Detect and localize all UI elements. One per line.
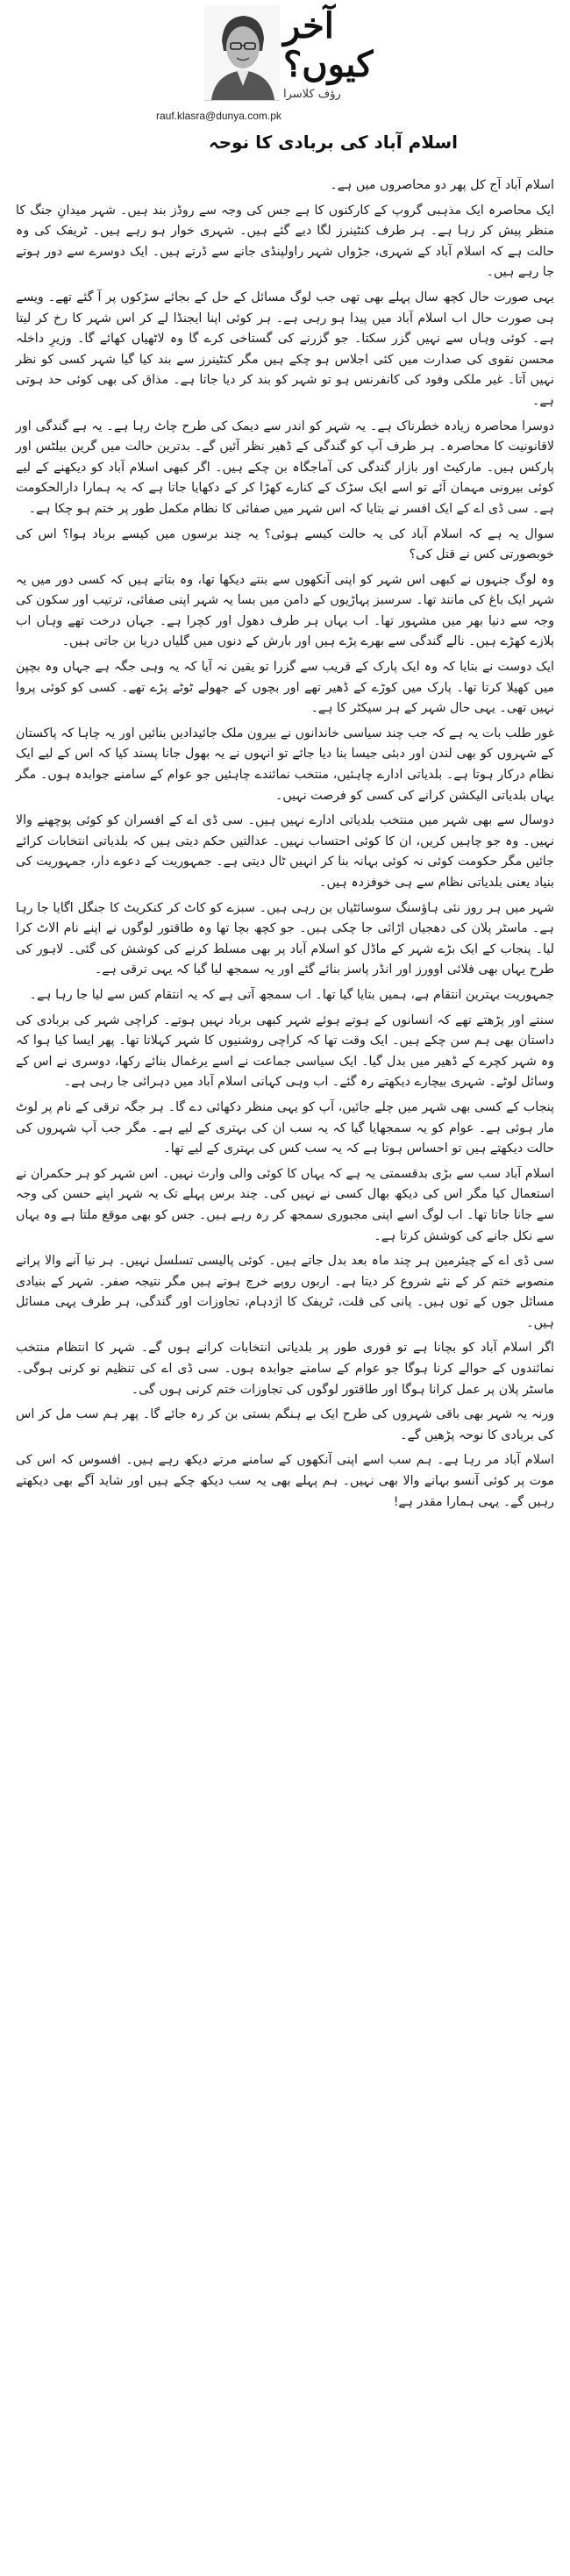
paragraph: جمہوریت بہترین انتقام ہے، ہمیں بتایا گیا تھا۔ اب سمجھ آتی ہے کہ یہ انتقام کس سے لیا جا رہا ہے۔	[29, 987, 554, 1002]
paragraph: اسلام آباد آج کل پھر دو محاصروں میں ہے۔	[330, 178, 554, 192]
paragraph: پنجاب کے کسی بھی شہر میں چلے جائیں، آپ کو یہی منظر دکھائی دے گا۔ ہر جگہ ترقی کے نام پر لوٹ مار ہوئی ہے۔ عوام کو یہ سمجھایا گیا کہ یہ سب ان کی بہتری کے لیے ہے۔ مگر جب آپ شہروں کی حالت دیکھتے ہیں تو احساس ہوتا ہے کہ یہ سب کس کی بہتری کے لیے تھا۔	[16, 1099, 554, 1156]
paragraph: ورنہ یہ شہر بھی باقی شہروں کی طرح ایک بے ہنگم بستی بن کر رہ جائے گا۔ پھر ہم سب مل کر اس کی بربادی کا نوحہ پڑھیں گے۔	[16, 1407, 554, 1442]
column-header	[16, 0, 554, 154]
column-brand	[283, 7, 415, 101]
column-name: آخر کیوں؟	[283, 5, 374, 85]
paragraph: ایک محاصرہ ایک مذہبی گروپ کے کارکنوں کا ہے جس کی وجہ سے روڈز بند ہیں۔ شہر میدانِ جنگ کا منظر پیش کر رہا ہے۔ ہر طرف کنٹینرز لگا دیے گئے ہیں۔ شہری خوار ہو رہے ہیں۔ ٹریفک کی وہ حالت ہے کہ اسلام آباد کے شہری، جڑواں شہر راولپنڈی جانے سے ڈرتے ہیں۔ ایک دوسرے سے دور ہوتے جا رہے ہیں۔	[16, 203, 554, 280]
paragraph: ایک دوست نے بتایا کہ وہ ایک پارک کے قریب سے گزرا تو یقین نہ آیا کہ یہ وہی جگہ ہے جہاں وہ بچپن میں کھیلا کرتا تھا۔ پارک میں کوڑے کے ڈھیر تھے اور بچوں کے جھولے ٹوٹے پڑے تھے۔ کسی کو کوئی پروا نہیں تھی۔ یہی حال شہر کے ہر سیکٹر کا ہے۔	[16, 660, 554, 716]
paragraph: یہی صورت حال کچھ سال پہلے بھی تھی جب لوگ مسائل کے حل کے بجائے سڑکوں پر آ گئے تھے۔ ویسے ہی صورت حال اب اسلام آباد میں پیدا ہو رہی ہے۔ ہر کوئی اپنا ایجنڈا لے کر اس شہر کا رخ کر لیتا ہے۔ کوئی وہاں سے نہیں گزر سکتا۔ جو گزرنے کی گستاخی کرے گا وہ لاٹھیاں کھائے گا۔ وزیرِ داخلہ محسن نقوی کی صدارت میں کئی اجلاس ہو چکے ہیں مگر کنٹینرز سے بند کیا گیا شہر کسی کو نظر نہیں آتا۔ غیر ملکی وفود کی کانفرنس ہو تو شہر کو بند کر دیا جاتا ہے۔ مذاق کی بھی کوئی حد ہوتی ہے۔	[16, 290, 554, 408]
paragraph: اسلام آباد مر رہا ہے۔ ہم سب اسے اپنی آنکھوں کے سامنے مرتے دیکھ رہے ہیں۔ افسوس کہ اس کی موت پر کوئی آنسو بہانے والا بھی نہیں۔ ہم پہلے بھی یہ سب دیکھ چکے ہیں اور شاید آگے بھی دیکھتے رہیں گے۔ یہی ہمارا مقدر ہے!	[16, 1453, 554, 1509]
paragraph: شہر میں ہر روز نئی ہاؤسنگ سوسائٹیاں بن رہی ہیں۔ سبزے کو کاٹ کر کنکریٹ کا جنگل اگایا جا رہا ہے۔ ماسٹر پلان کی دھجیاں اڑائی جا چکی ہیں۔ جو کچھ بچا تھا وہ طاقتور لوگوں نے اپنے نام الاٹ کرا لیا۔ پنجاب کے ایک بڑے شہر کے ماڈل کو اسلام آباد پر بھی مسلط کرنے کی کوشش کی گئی۔ لاہور کی طرح یہاں بھی فلائی اوورز اور انڈر پاسز بنائے گئے اور یہ سمجھ لیا گیا کہ یہی ترقی ہے۔	[16, 900, 554, 977]
author-name: رؤف کلاسرا	[283, 88, 341, 101]
paragraph: اگر اسلام آباد کو بچانا ہے تو فوری طور پر بلدیاتی انتخابات کرانے ہوں گے۔ شہر کا انتظام منتخب نمائندوں کے حوالے کرنا ہوگا جو عوام کے سامنے جوابدہ ہوں۔ سی ڈی اے کی تنظیم نو کرنی ہوگی۔ ماسٹر پلان پر عمل کرانا ہوگا اور طاقتور لوگوں کی تجاوزات ختم کرنی ہوں گی۔	[16, 1341, 554, 1397]
paragraph: وہ لوگ جنہوں نے کبھی اس شہر کو اپنی آنکھوں سے بنتے دیکھا تھا، وہ بتاتے ہیں کہ کسی دور میں یہ شہر ایک باغ کی مانند تھا۔ سرسبز پہاڑیوں کے دامن میں بسا یہ شہر اپنی صفائی، ترتیب اور سکون کی وجہ سے دنیا بھر میں مشہور تھا۔ اب یہاں ہر طرف دھول اور کچرا ہے۔ جہاں درخت تھے وہاں اب پلازے کھڑے ہیں۔ نالے گندگی سے بھرے پڑے ہیں اور بارش کے دنوں میں گلیاں دریا بن جاتی ہیں۔	[16, 572, 554, 649]
author-photo	[204, 5, 280, 101]
paragraph: غور طلب بات یہ ہے کہ جب چند سیاسی خاندانوں نے بیرون ملک جائیدادیں بنائیں اور یہ چاہا کہ پاکستان کے شہروں کو بھی لندن اور دبئی جیسا بنا دیا جائے تو انہوں نے یہ بھول جانا پسند کیا کہ اس کے لیے ایک نظام درکار ہوتا ہے۔ بلدیاتی ادارے چاہئیں، منتخب نمائندے چاہئیں جو عوام کے سامنے جوابدہ ہوں۔ مگر یہاں بلدیاتی الیکشن کرانے کی کسی کو فرصت نہیں۔	[16, 726, 554, 803]
paragraph: سوال یہ ہے کہ اسلام آباد کی یہ حالت کیسے ہوئی؟ یہ چند برسوں میں کیسے برباد ہوا؟ اس کی خوبصورتی کس نے قتل کی؟	[16, 526, 554, 562]
paragraph: دوسرا محاصرہ زیادہ خطرناک ہے۔ یہ شہر کو اندر سے دیمک کی طرح چاٹ رہا ہے۔ یہ ہے گندگی اور لاقانونیت کا محاصرہ۔ ہر طرف آپ کو گندگی کے ڈھیر نظر آئیں گے۔ بدترین حالت میں گرین بیلٹس اور پارکس ہیں۔ مارکیٹ اور بازار گندگی کی آماجگاہ بن چکے ہیں۔ اگر کبھی اسلام آباد کو دیکھنے کے لیے کوئی بیرونی مہمان آئے تو اسے ایک سڑک کے کنارے کھڑا کر کے دکھایا جاتا ہے کہ یہ ہمارا دارالحکومت ہے۔ سی ڈی اے کے ایک افسر نے بتایا کہ اس شہر میں صفائی کا نظام مکمل طور پر ختم ہو چکا ہے۔	[16, 419, 554, 516]
paragraph: اسلام آباد سب سے بڑی بدقسمتی یہ ہے کہ یہاں کا کوئی والی وارث نہیں۔ اس شہر کو ہر حکمران نے استعمال کیا مگر اس کی دیکھ بھال کسی نے نہیں کی۔ چند برس پہلے تک یہ شہر اپنے حسن کی وجہ سے جانا جاتا تھا۔ اب لوگ اسے اپنی مجبوری سمجھ کر رہ رہے ہیں۔ جس کو بھی موقع ملتا ہے وہ یہاں سے نکل جانے کی کوشش کرتا ہے۔	[16, 1166, 554, 1243]
author-portrait-icon	[204, 5, 280, 100]
paragraph: سنتے اور پڑھتے تھے کہ انسانوں کے ہوتے ہوئے شہر کبھی برباد نہیں ہوتے۔ کراچی شہر کی بربادی کی داستان بھی ہم سن چکے ہیں۔ ایک وقت تھا کہ کراچی روشنیوں کا شہر کہلاتا تھا۔ پھر ایسا کیا ہوا کہ وہ شہر کچرے کے ڈھیر میں بدل گیا۔ ایک سیاسی جماعت نے اسے یرغمال بنائے رکھا، دوسری نے اس کے وسائل لوٹے۔ شہری بیچارے دیکھتے رہ گئے۔ اب وہی کہانی اسلام آباد میں دہرائی جا رہی ہے۔	[16, 1013, 554, 1090]
article-body	[16, 175, 554, 2571]
paragraph: دوسال سے بھی شہر میں منتخب بلدیاتی ادارے نہیں ہیں۔ سی ڈی اے کے افسران کو کوئی پوچھنے والا نہیں۔ وہ جو چاہیں کریں، ان کا کوئی احتساب نہیں۔ عدالتیں حکم دیتی ہیں کہ بلدیاتی انتخابات کرائے جائیں مگر حکومت کوئی نہ کوئی بہانہ بنا کر انہیں ٹال دیتی ہے۔ جمہوریت کے دعوے دار، جمہوریت کی بنیاد یعنی بلدیاتی نظام سے ہی خوفزدہ ہیں۔	[16, 813, 554, 890]
paragraph: سی ڈی اے کے چیئرمین ہر چند ماہ بعد بدل جاتے ہیں۔ کوئی پالیسی تسلسل نہیں۔ ہر نیا آنے والا پرانے منصوبے ختم کر کے نئے شروع کر دیتا ہے۔ اربوں روپے خرچ ہوتے ہیں مگر نتیجہ صفر۔ شہر کے بنیادی مسائل جوں کے توں ہیں۔ پانی کی قلت، ٹریفک کا اژدہام، تجاوزات اور گندگی، ہر طرف یہی مسائل ہیں۔	[16, 1254, 554, 1330]
author-email: rauf.klasra@dunya.com.pk	[156, 110, 281, 122]
article-title: اسلام آباد کی بربادی کا نوحہ	[208, 132, 458, 153]
